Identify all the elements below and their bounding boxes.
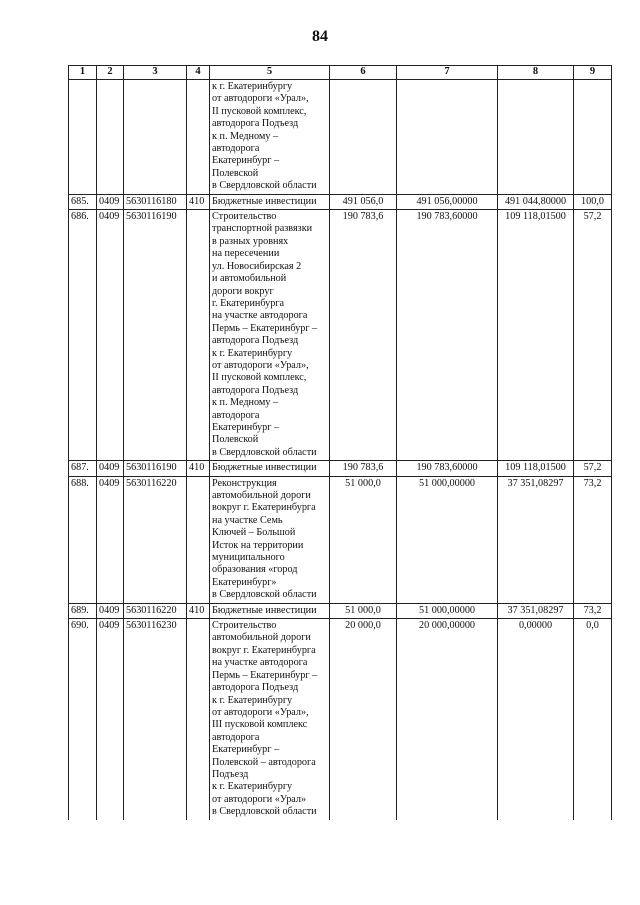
budget-table — [68, 65, 612, 820]
table-row — [69, 194, 612, 209]
amount-col-6: 51 000,0 — [330, 476, 397, 603]
section-code: 0409 — [97, 619, 124, 820]
expense-type-code: 410 — [187, 194, 210, 209]
section-code: 0409 — [97, 603, 124, 618]
percent-col-9: 100,0 — [574, 194, 612, 209]
amount-col-7: 20 000,00000 — [397, 619, 498, 820]
target-article-code: 5630116190 — [124, 461, 187, 476]
amount-col-8: 37 351,08297 — [498, 603, 574, 618]
item-description: Строительство автомобильной дороги вокруг г. Екатеринбурга на участке автодорога Пермь – Екатеринбург – автодорога Подъезд к г. Екатеринбургу от автодороги «Урал», III пусковой комплекс автодорога Екатеринбург – Полевской – автодорога Подъезд к г. Екатеринбургу от автодороги «Урал» в Свердловской области — [210, 619, 330, 820]
item-description: к г. Екатеринбургу от автодороги «Урал», II пусковой комплекс, автодорога Подъезд к п. Медному – автодорога Екатеринбург – Полевской в Свердловской области — [210, 80, 330, 195]
table-header-row — [69, 66, 612, 80]
column-header: 5 — [210, 66, 330, 80]
amount-col-7 — [397, 80, 498, 195]
percent-col-9: 0,0 — [574, 619, 612, 820]
percent-col-9: 73,2 — [574, 603, 612, 618]
section-code: 0409 — [97, 476, 124, 603]
target-article-code — [124, 80, 187, 195]
column-header: 2 — [97, 66, 124, 80]
expense-type-code — [187, 619, 210, 820]
item-description: Бюджетные инвестиции — [210, 603, 330, 618]
amount-col-6: 190 783,6 — [330, 210, 397, 461]
row-number: 689. — [69, 603, 97, 618]
amount-col-8: 109 118,01500 — [498, 210, 574, 461]
expense-type-code: 410 — [187, 603, 210, 618]
section-code: 0409 — [97, 461, 124, 476]
percent-col-9: 57,2 — [574, 461, 612, 476]
amount-col-7: 190 783,60000 — [397, 461, 498, 476]
amount-col-6: 20 000,0 — [330, 619, 397, 820]
amount-col-8: 0,00000 — [498, 619, 574, 820]
target-article-code: 5630116230 — [124, 619, 187, 820]
row-number: 686. — [69, 210, 97, 461]
column-header: 7 — [397, 66, 498, 80]
column-header: 6 — [330, 66, 397, 80]
amount-col-8: 37 351,08297 — [498, 476, 574, 603]
target-article-code: 5630116190 — [124, 210, 187, 461]
amount-col-6 — [330, 80, 397, 195]
amount-col-7: 491 056,00000 — [397, 194, 498, 209]
item-description: Строительство транспортной развязки в разных уровнях на пересечении ул. Новосибирская 2 и автомобильной дороги вокруг г. Екатеринбурга на участке автодорога Пермь – Екатеринбург – автодорога Подъезд к г. Екатеринбургу от автодороги «Урал», II пусковой комплекс, автодорога Подъезд к п. Медному – автодорога Екатеринбург – Полевской в Свердловской области — [210, 210, 330, 461]
target-article-code: 5630116180 — [124, 194, 187, 209]
table-row — [69, 461, 612, 476]
amount-col-7: 51 000,00000 — [397, 603, 498, 618]
section-code — [97, 80, 124, 195]
item-description: Бюджетные инвестиции — [210, 461, 330, 476]
expense-type-code — [187, 80, 210, 195]
row-number: 690. — [69, 619, 97, 820]
row-number: 685. — [69, 194, 97, 209]
row-number — [69, 80, 97, 195]
section-code: 0409 — [97, 194, 124, 209]
expense-type-code: 410 — [187, 461, 210, 476]
row-number: 687. — [69, 461, 97, 476]
amount-col-8: 491 044,80000 — [498, 194, 574, 209]
column-header: 1 — [69, 66, 97, 80]
column-header: 4 — [187, 66, 210, 80]
page-number: 84 — [312, 28, 328, 45]
amount-col-6: 190 783,6 — [330, 461, 397, 476]
expense-type-code — [187, 476, 210, 603]
expense-type-code — [187, 210, 210, 461]
table-row — [69, 210, 612, 461]
amount-col-6: 51 000,0 — [330, 603, 397, 618]
item-description: Реконструкция автомобильной дороги вокруг г. Екатеринбурга на участке Семь Ключей – Большой Исток на территории муниципального образования «город Екатеринбург» в Свердловской области — [210, 476, 330, 603]
target-article-code: 5630116220 — [124, 603, 187, 618]
amount-col-8 — [498, 80, 574, 195]
target-article-code: 5630116220 — [124, 476, 187, 603]
column-header: 9 — [574, 66, 612, 80]
table-row — [69, 619, 612, 820]
row-number: 688. — [69, 476, 97, 603]
amount-col-7: 190 783,60000 — [397, 210, 498, 461]
item-description: Бюджетные инвестиции — [210, 194, 330, 209]
percent-col-9: 57,2 — [574, 210, 612, 461]
column-header: 8 — [498, 66, 574, 80]
table-row — [69, 80, 612, 195]
percent-col-9 — [574, 80, 612, 195]
amount-col-8: 109 118,01500 — [498, 461, 574, 476]
table-row — [69, 603, 612, 618]
column-header: 3 — [124, 66, 187, 80]
amount-col-6: 491 056,0 — [330, 194, 397, 209]
table-row — [69, 476, 612, 603]
percent-col-9: 73,2 — [574, 476, 612, 603]
section-code: 0409 — [97, 210, 124, 461]
amount-col-7: 51 000,00000 — [397, 476, 498, 603]
